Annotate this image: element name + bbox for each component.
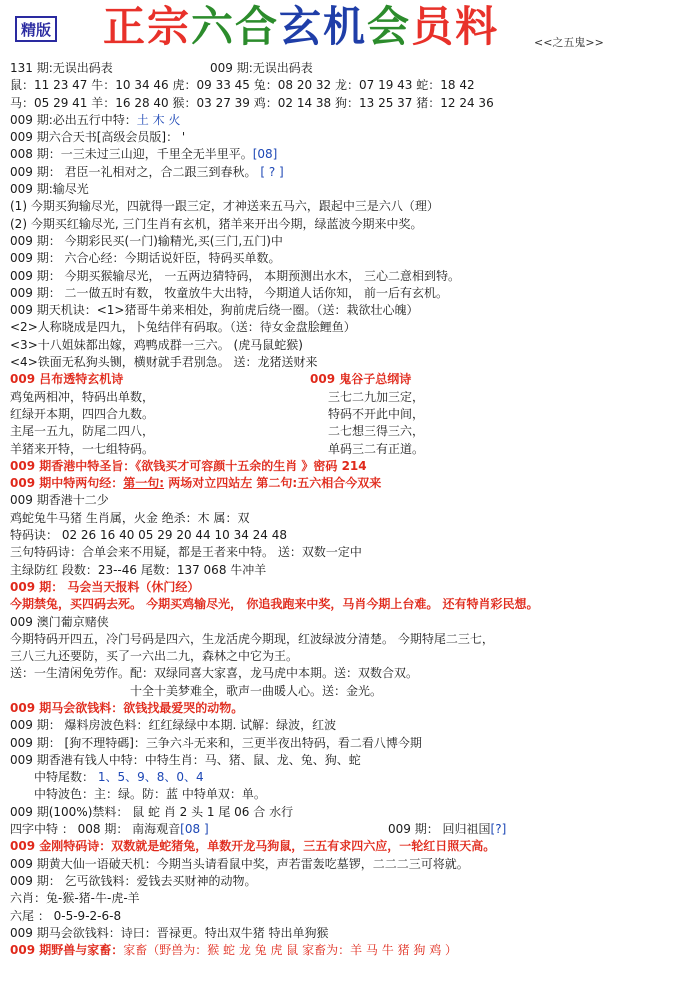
text-line (10, 319, 672, 336)
text-line (10, 786, 672, 803)
text-segment: 009 期马会欲钱料：欲钱找最爱哭的动物。 (10, 700, 244, 715)
text-segment: 009 期： 六合心经：今期话说奸臣，特码买单数。 (10, 251, 281, 266)
text-segment: 六肖：兔-猴-猪-牛-虎-羊 (10, 891, 140, 906)
text-segment: 009 期： 二一做五时有数， 牧童放牛大出特， 今期道人话你知， 前一后有玄机。 (10, 285, 448, 300)
text-segment: 三八三九还要防，买了一六出二九，森林之中它为王。 (10, 649, 299, 664)
text-line (10, 146, 672, 163)
text-segment: (2) 今期买红输尽光, 三门生肖有玄机，猪羊来开出今期，绿蓝波今期来中奖。 (10, 216, 423, 231)
right-column (328, 406, 424, 423)
text-segment: 单码三二有正道。 (328, 441, 425, 456)
text-segment: 三句特码诗：合单会来不用疑，都是王者来中特。 送：双数一定中 (10, 545, 362, 560)
text-line (10, 475, 672, 492)
text-line (10, 735, 672, 752)
text-segment: 008 期：一三未过三山迎，千里全无半里平。 (10, 147, 253, 162)
text-line (10, 181, 672, 198)
text-line (10, 769, 672, 786)
text-line (10, 441, 672, 458)
text-line (10, 406, 672, 423)
text-line (10, 233, 672, 250)
right-column (388, 821, 506, 838)
text-segment: 009 期:必出五行中特： (10, 112, 137, 127)
text-segment: 中特尾数： (34, 770, 98, 785)
text-line (10, 337, 672, 354)
text-segment: 马：05 29 41 羊：16 28 40 猴：03 27 39 鸡：02 14 38 狗：13 25 37 猪：12 24 36 (10, 95, 494, 110)
text-segment: 009 澳门葡京赌侠 (10, 614, 109, 629)
text-segment: 009 期黄大仙一语破天机：今期当头请看鼠中奖，声若雷轰吃墓锣，二二二三可将就。 (10, 856, 469, 871)
text-segment: 土 木 火 (136, 112, 181, 127)
title-part: 员料 (411, 2, 500, 51)
title-part: 正宗 (103, 2, 192, 51)
text-line (10, 510, 672, 527)
text-segment: 009 期天机诀：<1>猪哥牛弟来相处，狗前虎后绕一圈。（送：栽欲壮心魄） (10, 303, 419, 318)
text-line (10, 458, 672, 475)
author-tag: <<之五鬼>> (534, 36, 604, 49)
text-line (10, 873, 672, 890)
text-line (10, 614, 672, 631)
text-line (10, 890, 672, 907)
page-title (103, 2, 499, 52)
text-segment: [ ? ] (260, 164, 284, 179)
text-line (10, 562, 672, 579)
title-part: 玄机 (279, 2, 368, 51)
text-line (10, 700, 672, 717)
text-segment: 主绿防红 段数：23--46 尾数：137 068 牛冲羊 (10, 562, 267, 577)
text-line (10, 60, 672, 77)
text-segment: 009 期： 今期彩民买(一门)输精光,买(三门,五门)中 (10, 233, 283, 248)
text-line (10, 544, 672, 561)
text-segment: 羊猪来开特，一七组特码。 (10, 441, 155, 456)
text-line (10, 371, 672, 388)
text-segment: 009 期： 回归祖国 (388, 822, 491, 837)
text-segment: 鸡兔两相冲，特码出单数， (10, 389, 155, 404)
text-line (10, 302, 672, 319)
text-line (10, 95, 672, 112)
text-segment: 009 期： 君臣一礼相对之，合二跟三到春秋。 (10, 164, 261, 179)
edition-badge: 精版 (15, 16, 57, 42)
text-line (10, 683, 672, 700)
text-segment: 009 金刚特码诗：双数就是蛇猪兔，单数开龙马狗鼠，三五有求四六应，一轮红日照天高。 (10, 839, 496, 854)
text-segment: 009 期： 乞丐欲钱料：爱钱去买财神的动物。 (10, 873, 257, 888)
text-segment: 两场对立四站左 第二句:五六相合今双来 (164, 476, 382, 491)
text-segment: 送：一生清闲免劳作。配：双绿同喜大家喜，龙马虎中本期。送：双数合双。 (10, 666, 419, 681)
text-line (10, 527, 672, 544)
text-segment: 009 期： 马会当天报料（休门经） (10, 579, 200, 594)
text-line (10, 77, 672, 94)
text-segment: 009 期中特两句经： (10, 476, 124, 491)
text-segment: 009 期六合天书[高级会员版]： ' (10, 130, 186, 145)
text-segment: 009 期野兽与家畜： (10, 943, 124, 958)
text-segment: 红绿开本期，四四合九数。 (10, 406, 155, 421)
text-segment: 六尾 ： 0-5-9-2-6-8 (10, 908, 122, 923)
text-line (10, 648, 672, 665)
text-segment: 009 吕布透特玄机诗 (10, 372, 124, 387)
text-segment: 今期特码开四五，冷门号码是四六，生龙活虎今期现，红波绿波分清楚。 今期特尾二三七， (10, 631, 494, 646)
text-line (10, 112, 672, 129)
text-segment: 鼠：11 23 47 牛：10 34 46 虎：09 33 45 兔：08 20 32 龙：07 19 43 蛇：18 42 (10, 78, 475, 93)
text-line (10, 838, 672, 855)
text-segment: 鸡蛇兔牛马猪 生肖属，火金 绝杀：木 属：双 (10, 510, 250, 525)
text-line (10, 164, 672, 181)
text-segment: [?] (490, 822, 507, 837)
text-segment: 009 期香港十二少 (10, 493, 109, 508)
main-content (10, 60, 672, 959)
text-line (10, 596, 672, 613)
text-line (10, 925, 672, 942)
text-segment: [08] (252, 147, 278, 162)
text-line (10, 354, 672, 371)
text-line (10, 216, 672, 233)
text-segment: 009 鬼谷子总纲诗 (310, 372, 412, 387)
text-line (10, 856, 672, 873)
text-line (10, 665, 672, 682)
text-line (10, 579, 672, 596)
text-line (10, 908, 672, 925)
text-segment: (1) 今期买狗输尽光，四就得一跟三定，才神送来五马六，跟起中三是六八（理） (10, 199, 439, 214)
text-segment: 1、5、9、8、0、4 (97, 770, 204, 785)
page-header (0, 0, 679, 58)
text-line (10, 492, 672, 509)
text-segment: 009 期： 今期买猴输尽光， 一五两边猜特码， 本期预测出水木， 三心二意相到特。 (10, 268, 460, 283)
text-line (10, 821, 672, 838)
text-segment: 主尾一五九，防尾二四八， (10, 424, 155, 439)
right-column (328, 423, 424, 440)
title-part: 六合 (191, 2, 280, 51)
text-segment: 009 期： [狗不理特碼]：三争六斗无来和，三更半夜出特码，看二看八博今期 (10, 735, 422, 750)
text-line (10, 631, 672, 648)
text-line (10, 804, 672, 821)
text-line (10, 198, 672, 215)
text-segment: 009 期:输尽光 (10, 182, 89, 197)
text-segment: 009 期马会欲钱料：诗曰：晋禄更。特出双牛猪 特出单狗猴 (10, 925, 329, 940)
text-segment: 009 期:无误出码表 (210, 61, 313, 75)
text-line (10, 129, 672, 146)
text-line (10, 942, 672, 959)
right-column (328, 441, 424, 458)
text-line (10, 268, 672, 285)
text-segment: 今期禁兔，买四码去死。 今期买鸡输尽光， 你追我跑来中奖，马肖今期上台难。 还有特肖彩民想。 (10, 597, 539, 612)
text-segment: <2>人称晓成是四九，卜兔结伴有码取。（送：待女金盘脍鲤鱼） (10, 320, 356, 335)
text-segment: 009 期： 爆料房波色料：红红绿绿中本期. 试解：绿波，红波 (10, 718, 337, 733)
text-segment: 009 期香港中特圣旨：《欲钱买才可容颜十五余的生肖 》密码 214 (10, 458, 367, 473)
text-segment: 家畜（野兽为：猴 蛇 龙 兔 虎 鼠 家畜为：羊 马 牛 猪 狗 鸡 ） (123, 943, 458, 958)
text-segment: 二七想三得三六， (328, 424, 425, 439)
right-column (210, 60, 313, 77)
text-line (10, 250, 672, 267)
text-segment: <3>十八姐妹都出嫁，鸡鸭成群一三六。 (虎马鼠蛇猴) (10, 337, 303, 352)
text-segment: 十全十美梦难全，歌声一曲暖人心。送：金光。 (130, 683, 383, 698)
text-segment: 四字中特 ： 008 期： 南海观音 (10, 822, 181, 837)
text-line (10, 423, 672, 440)
text-segment: 131 期:无误出码表 (10, 61, 113, 75)
text-segment: 第一句: (123, 476, 165, 491)
text-segment: 009 期(100%)禁料： 鼠 蛇 肖 2 头 1 尾 06 合 水行 (10, 804, 294, 819)
text-segment: <4>铁面无私狗头铡，横财就手君别急。 送：龙猪送财来 (10, 355, 318, 370)
text-segment: 三七二九加三定， (328, 389, 425, 404)
title-part: 会 (367, 2, 412, 51)
text-line (10, 752, 672, 769)
right-column (310, 371, 411, 388)
text-line (10, 389, 672, 406)
text-segment: 中特波色：主：绿。防：蓝 中特单双：单。 (34, 787, 266, 802)
text-segment: 特码诀： 02 26 16 40 05 29 20 44 10 34 24 48 (10, 528, 288, 543)
text-line (10, 717, 672, 734)
text-line (10, 285, 672, 302)
text-segment: 特码不开此中间， (328, 406, 425, 421)
right-column (328, 389, 424, 406)
text-segment: 009 期香港有钱人中特：中特生肖：马、猪、鼠、龙、兔、狗、蛇 (10, 752, 361, 767)
text-segment: [08 ] (180, 822, 209, 837)
